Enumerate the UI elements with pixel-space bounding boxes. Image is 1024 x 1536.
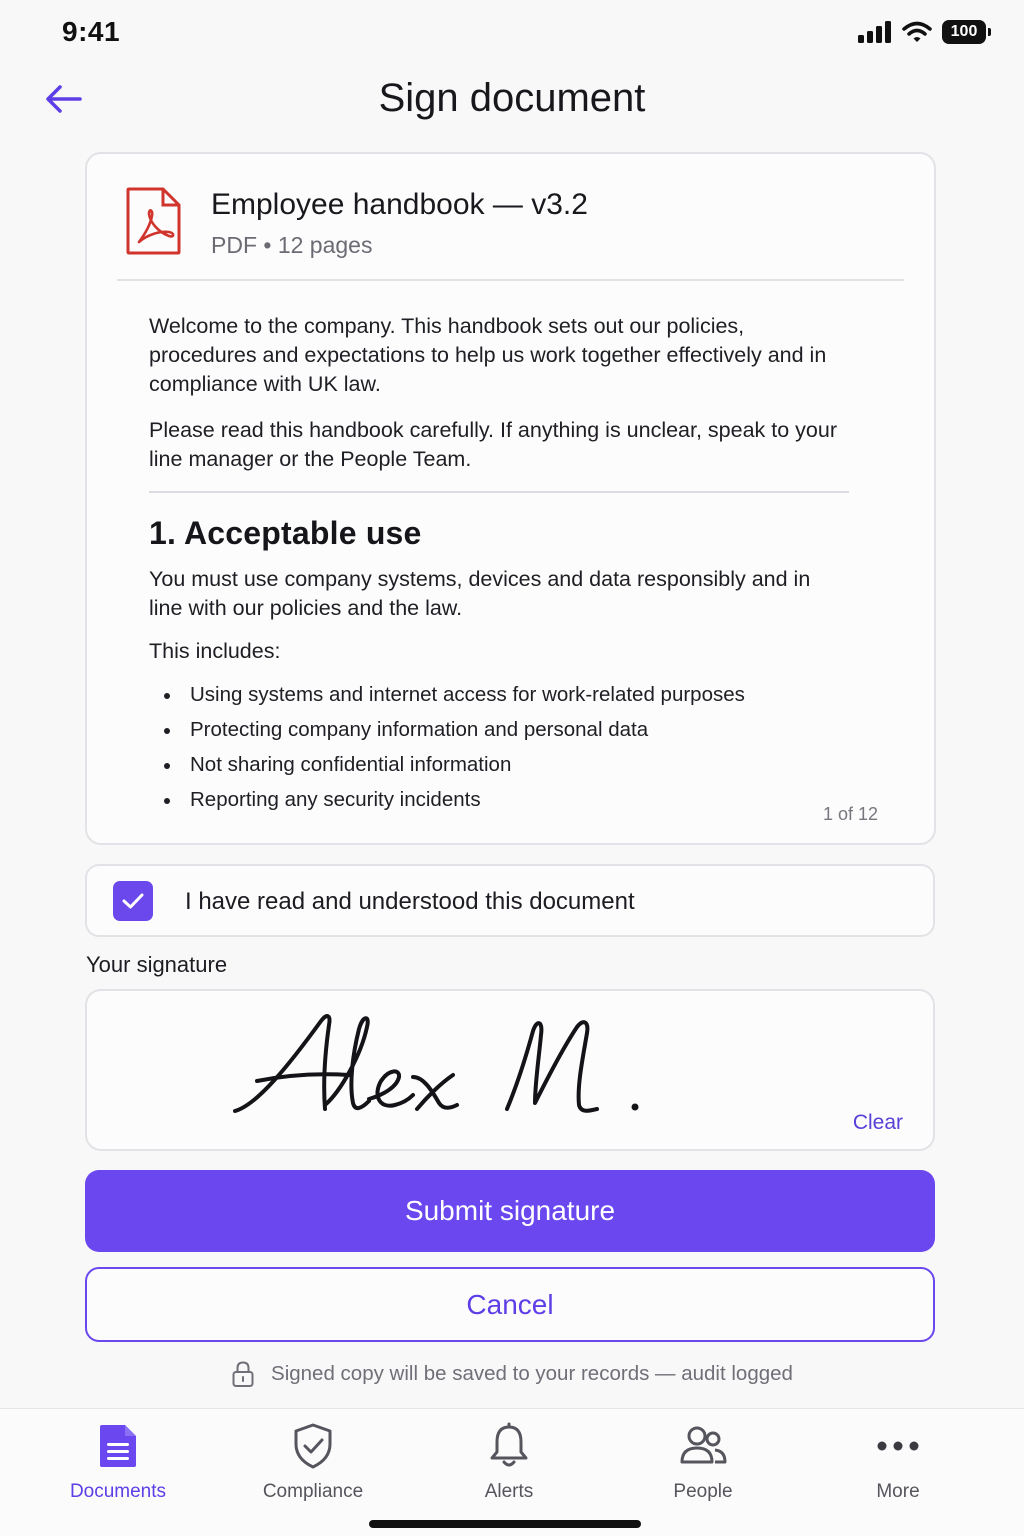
tab-people[interactable] bbox=[623, 1421, 783, 1511]
page-indicator: 1 of 12 bbox=[822, 804, 878, 824]
bullet-item: Reporting any security incidents bbox=[163, 785, 849, 814]
signature-label: Your signature bbox=[86, 952, 228, 977]
bullet-item: Protecting company information and personal data bbox=[163, 715, 849, 744]
document-paragraph: Please read this handbook carefully. If anything is unclear, speak to your line manager or the People Team. bbox=[149, 418, 838, 471]
more-icon bbox=[874, 1421, 922, 1471]
acknowledge-label: I have read and understood this document bbox=[185, 888, 635, 915]
submit-signature-button[interactable]: Submit signature bbox=[85, 1170, 935, 1252]
tab-label: Compliance bbox=[262, 1481, 364, 1502]
audit-note bbox=[0, 1360, 1024, 1388]
document-name: Employee handbook — v3.2 bbox=[211, 188, 588, 221]
signature-pad[interactable] bbox=[85, 989, 935, 1151]
pdf-file-icon bbox=[125, 186, 183, 256]
tab-label: Documents bbox=[69, 1481, 167, 1502]
tab-alerts[interactable] bbox=[429, 1421, 589, 1511]
audit-note-text: Signed copy will be saved to your records — audit logged bbox=[271, 1362, 793, 1385]
cancel-button[interactable]: Cancel bbox=[85, 1267, 935, 1342]
header bbox=[0, 64, 1024, 134]
shield-check-icon bbox=[289, 1421, 337, 1471]
acknowledge-row[interactable] bbox=[85, 864, 935, 937]
checkmark-icon bbox=[121, 891, 145, 911]
tab-more[interactable] bbox=[818, 1421, 978, 1511]
signal-icon bbox=[858, 21, 892, 43]
divider bbox=[149, 491, 849, 493]
clear-signature-button[interactable]: Clear bbox=[852, 1111, 903, 1134]
battery-level: 100 bbox=[950, 23, 978, 40]
signature-drawing bbox=[227, 1005, 667, 1125]
tab-compliance[interactable] bbox=[233, 1421, 393, 1511]
lock-icon bbox=[231, 1360, 255, 1388]
tab-documents[interactable] bbox=[38, 1421, 198, 1511]
section-intro: You must use company systems, devices and data responsibly and in line with our policies and the law. bbox=[149, 566, 811, 620]
document-paragraph: Welcome to the company. This handbook sets out our policies, procedures and expectations to help us work together effectively and in compliance with UK law. bbox=[149, 314, 827, 396]
bullet-item: Not sharing confidential information bbox=[163, 750, 849, 779]
page-title: Sign document bbox=[378, 76, 646, 120]
bullet-item: Using systems and internet access for work-related purposes bbox=[163, 680, 849, 709]
status-time: 9:41 bbox=[62, 16, 121, 47]
bell-icon bbox=[485, 1421, 533, 1471]
document-meta: PDF • 12 pages bbox=[211, 232, 373, 258]
document-body bbox=[149, 312, 849, 820]
tab-label: Alerts bbox=[484, 1481, 534, 1502]
acknowledge-checkbox[interactable] bbox=[113, 881, 153, 921]
divider bbox=[117, 279, 904, 281]
includes-label: This includes: bbox=[149, 638, 281, 663]
home-indicator bbox=[369, 1520, 641, 1528]
status-icons bbox=[858, 20, 986, 44]
bottom-tab-bar bbox=[0, 1408, 1024, 1536]
document-preview-card[interactable] bbox=[85, 152, 936, 845]
section-title: 1. Acceptable use bbox=[149, 514, 422, 551]
battery-icon bbox=[942, 20, 986, 44]
document-icon bbox=[94, 1421, 142, 1471]
tab-label: People bbox=[673, 1481, 733, 1502]
people-icon bbox=[679, 1421, 727, 1471]
wifi-icon bbox=[902, 21, 932, 43]
bullet-list bbox=[149, 680, 849, 814]
status-bar bbox=[0, 0, 1024, 64]
tab-label: More bbox=[876, 1481, 920, 1502]
